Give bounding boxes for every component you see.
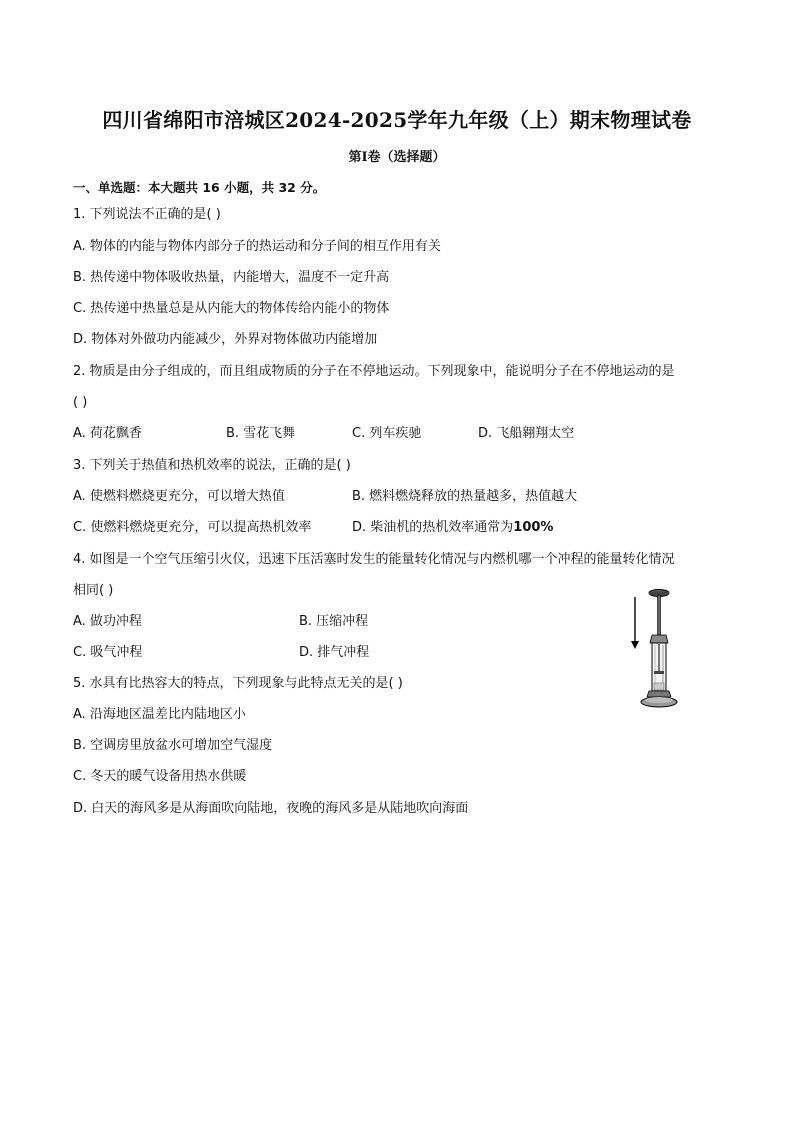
question-1-option-c: C. 热传递中热量总是从内能大的物体传给内能小的物体 <box>73 301 390 316</box>
question-5-option-b: B. 空调房里放盆水可增加空气湿度 <box>73 738 273 753</box>
air-compression-igniter-icon <box>625 585 685 713</box>
question-2-option-b: B. 雪花飞舞 <box>226 426 296 441</box>
question-2-option-a: A. 荷花飘香 <box>73 426 142 441</box>
section-title: 第Ⅰ卷（选择题） <box>348 150 446 165</box>
question-2-option-c: C. 列车疾驰 <box>352 426 422 441</box>
question-4-option-a: A. 做功冲程 <box>73 614 142 629</box>
question-2-stem-cont: ( ) <box>73 395 88 410</box>
question-5-option-d: D. 白天的海风多是从海面吹向陆地，夜晚的海风多是从陆地吹向海面 <box>73 801 469 816</box>
question-4-option-c: C. 吸气冲程 <box>73 645 143 660</box>
question-3-stem: 3. 下列关于热值和热机效率的说法，正确的是( ) <box>73 458 351 473</box>
exam-title: 四川省绵阳市涪城区2024-2025学年九年级（上）期末物理试卷 <box>102 108 692 132</box>
question-5-option-c: C. 冬天的暖气设备用热水供暖 <box>73 769 247 784</box>
question-3-option-c: C. 使燃料燃烧更充分，可以提高热机效率 <box>73 520 312 535</box>
question-4-stem: 4. 如图是一个空气压缩引火仪，迅速下压活塞时发生的能量转化情况与内燃机哪一个冲程的能量转化情况 <box>73 552 675 567</box>
question-2-option-d: D. 飞船翱翔太空 <box>478 426 575 441</box>
question-5-option-a: A. 沿海地区温差比内陆地区小 <box>73 707 246 722</box>
question-2-stem: 2. 物质是由分子组成的，而且组成物质的分子在不停地运动。下列现象中，能说明分子在不停地运动的是 <box>73 364 675 379</box>
question-1-option-b: B. 热传递中物体吸收热量，内能增大，温度不一定升高 <box>73 270 390 285</box>
question-3-option-a: A. 使燃料燃烧更充分，可以增大热值 <box>73 489 285 504</box>
question-1-option-a: A. 物体的内能与物体内部分子的热运动和分子间的相互作用有关 <box>73 239 441 254</box>
question-1-option-d: D. 物体对外做功内能减少，外界对物体做功内能增加 <box>73 332 378 347</box>
question-1-stem: 1. 下列说法不正确的是( ) <box>73 207 221 222</box>
question-5-stem: 5. 水具有比热容大的特点，下列现象与此特点无关的是( ) <box>73 676 403 691</box>
question-3-option-d <box>352 519 553 537</box>
question-4-option-b: B. 压缩冲程 <box>299 614 369 629</box>
question-4-stem-cont: 相同( ) <box>73 583 114 598</box>
question-3-option-d-value: 100% <box>513 520 554 535</box>
question-4-option-d: D. 排气冲程 <box>299 645 370 660</box>
question-3-option-d-text: D. 柴油机的热机效率通常为 <box>352 520 514 535</box>
question-3-option-b: B. 燃料燃烧释放的热量越多，热值越大 <box>352 489 578 504</box>
part-heading: 一、单选题：本大题共 16 小题，共 32 分。 <box>73 180 326 195</box>
